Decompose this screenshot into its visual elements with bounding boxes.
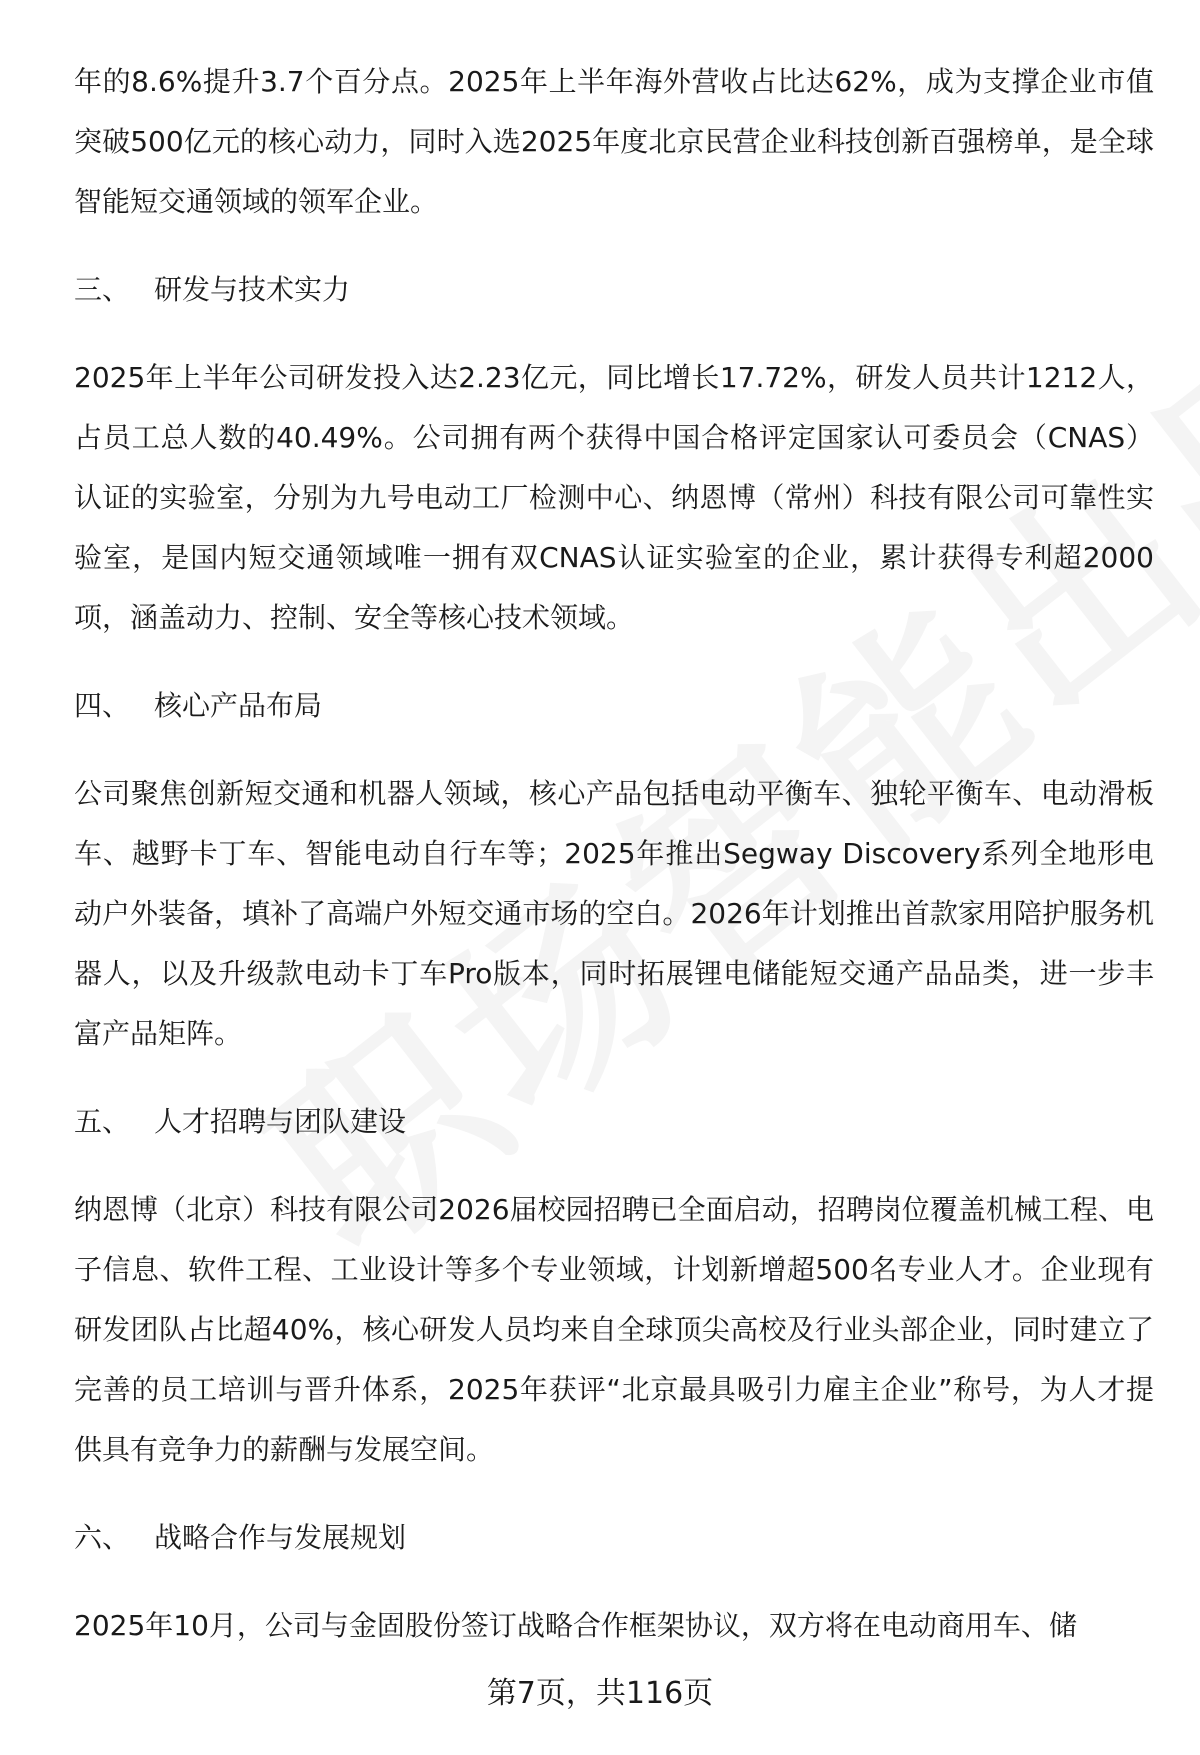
section-title: 核心产品布局 [154, 689, 323, 722]
paragraph-strategy: 2025年10月，公司与金固股份签订战略合作框架协议，双方将在电动商用车、储 [74, 1609, 1077, 1642]
section-heading-talent [74, 1092, 1154, 1152]
paragraph-talent: 纳恩博（北京）科技有限公司2026届校园招聘已全面启动，招聘岗位覆盖机械工程、电子信息、软件工程、工业设计等多个专业领域，计划新增超500名专业人才。企业现有研发团队占比超40%，核心研发人员均来自全球顶尖高校及行业头部企业，同时建立了完善的员工培训与晋升体系，2025年获评“北京最具吸引力雇主企业”称号，为人才提供具有竞争力的薪酬与发展空间。 [74, 1193, 1154, 1466]
section-title: 战略合作与发展规划 [154, 1521, 407, 1554]
section-number: 三、 [74, 273, 131, 306]
section-heading-strategy [74, 1508, 1154, 1568]
paragraph-continued: 年的8.6%提升3.7个百分点。2025年上半年海外营收占比达62%，成为支撑企业市值突破500亿元的核心动力，同时入选2025年度北京民营企业科技创新百强榜单，是全球智能短交通领域的领军企业。 [74, 65, 1154, 218]
section-heading-rnd [74, 260, 1154, 320]
section-number: 五、 [74, 1105, 131, 1138]
paragraph-rnd: 2025年上半年公司研发投入达2.23亿元，同比增长17.72%，研发人员共计1212人，占员工总人数的40.49%。公司拥有两个获得中国合格评定国家认可委员会（CNAS）认证的实验室，分别为九号电动工厂检测中心、纳恩博（常州）科技有限公司可靠性实验室，是国内短交通领域唯一拥有双CNAS认证实验室的企业，累计获得专利超2000项，涵盖动力、控制、安全等核心技术领域。 [74, 361, 1154, 634]
paragraph-products: 公司聚焦创新短交通和机器人领域，核心产品包括电动平衡车、独轮平衡车、电动滑板车、越野卡丁车、智能电动自行车等；2025年推出Segway Discovery系列全地形电动户外装备，填补了高端户外短交通市场的空白。2026年计划推出首款家用陪护服务机器人，以及升级款电动卡丁车Pro版本，同时拓展锂电储能短交通产品品类，进一步丰富产品矩阵。 [74, 777, 1154, 1050]
section-number: 四、 [74, 689, 131, 722]
section-number: 六、 [74, 1521, 131, 1554]
document-body [74, 52, 1154, 1656]
section-heading-products [74, 676, 1154, 736]
section-title: 人才招聘与团队建设 [154, 1105, 407, 1138]
page-number-footer: 第7页，共116页 [486, 1676, 714, 1711]
section-title: 研发与技术实力 [154, 273, 351, 306]
